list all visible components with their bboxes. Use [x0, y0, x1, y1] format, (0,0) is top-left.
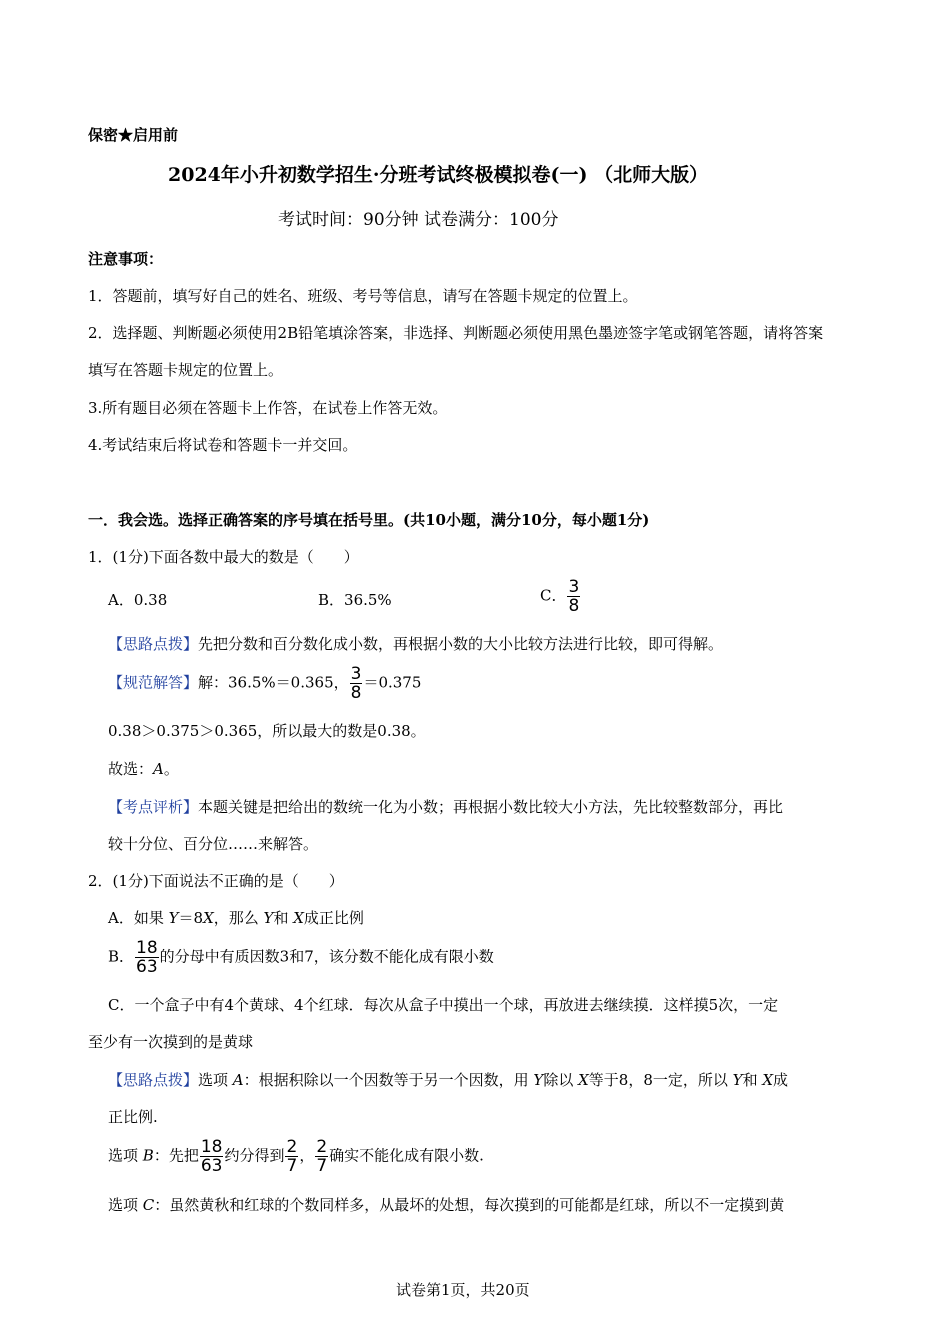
fraction: $\frac{3}{8}$ — [568, 577, 580, 616]
fraction: $\frac{3}{8}$ — [350, 664, 362, 703]
review-line: 【考点评析】本题关键是把给出的数统一化为小数；再根据小数比较大小方法，先比较整数部分，再比 — [108, 798, 784, 816]
secret-label: 保密★启用前 — [88, 126, 179, 144]
notice-item: 2．选择题、判断题必须使用2B铅笔填涂答案，非选择、判断题必须使用黑色墨迹签字笔或钢笔答题，请将答案 — [88, 324, 824, 342]
notice-item: 填写在答题卡规定的位置上。 — [88, 361, 284, 379]
fraction: $\frac{18}{63}$ — [200, 1137, 223, 1176]
option-c: C．一个盒子中有4个黄球、4个红球．每次从盒子中摸出一个球，再放进去继续摸．这样摸5次，一定 — [108, 996, 779, 1014]
fraction: $\frac{2}{7}$ — [286, 1137, 298, 1176]
page-footer: 试卷第1页，共20页 — [396, 1281, 530, 1299]
choice-line: 故选：A。 — [108, 760, 179, 778]
option-a: A．0.38 — [108, 591, 168, 609]
answer-line: 【规范解答】解：36.5%＝0.365， $\frac{3}{8}$ ＝0.375 — [108, 664, 422, 703]
answer-tag: 【规范解答】 — [108, 673, 199, 692]
option-b: B． $\frac{18}{63}$ 的分母中有质因数3和7，该分数不能化成有限小数 — [108, 938, 494, 977]
review-tag: 【考点评析】 — [108, 798, 199, 816]
thinking-tag: 【思路点拨】 — [108, 1071, 199, 1089]
compare-text: 0.38＞0.375＞0.365，所以最大的数是0.38。 — [108, 722, 426, 740]
thinking-text: 先把分数和百分数化成小数，再根据小数的大小比较方法进行比较，即可得解。 — [198, 635, 724, 653]
fraction: $\frac{18}{63}$ — [136, 938, 158, 977]
option-a: A．如果 Y＝8X，那么 Y和 X成正比例 — [108, 909, 364, 927]
thinking-line: 选项 C：虽然黄秋和红球的个数同样多，从最坏的处想，每次摸到的可能都是红球，所以不一定摸到黄 — [108, 1196, 785, 1214]
review-line: 较十分位、百分位……来解答。 — [108, 835, 319, 853]
section-heading: 一．我会选。选择正确答案的序号填在括号里。(共10小题，满分10分，每小题1分) — [88, 511, 650, 529]
thinking-line: 正比例. — [108, 1108, 158, 1126]
notice-item: 4.考试结束后将试卷和答题卡一并交回。 — [88, 436, 358, 454]
thinking-line: 【思路点拨】选项 A：根据积除以一个因数等于另一个因数，用 Y除以 X等于8，8一定，所以 Y和 X成 — [108, 1071, 789, 1089]
fraction: $\frac{2}{7}$ — [316, 1137, 328, 1176]
notice-item: 3.所有题目必须在答题卡上作答，在试卷上作答无效。 — [88, 399, 448, 417]
option-c-cont: 至少有一次摸到的是黄球 — [88, 1033, 254, 1051]
option-c — [540, 578, 581, 615]
thinking-line — [108, 633, 723, 655]
thinking-tag: 【思路点拨】 — [108, 635, 199, 653]
notice-heading: 注意事项： — [88, 250, 164, 268]
option-b: B．36.5% — [318, 591, 392, 609]
notice-item: 1．答题前，填写好自己的姓名、班级、考号等信息，请写在答题卡规定的位置上。 — [88, 287, 638, 305]
thinking-line: 选项 B：先把 $\frac{18}{63}$ 约分得到 $\frac{2}{7}$ ， $\frac{2}{7}$ 确实不能化成有限小数. — [108, 1137, 484, 1176]
question-stem: 2．(1分)下面说法不正确的是（ ） — [88, 872, 344, 890]
question-stem: 1．(1分)下面各数中最大的数是（ ） — [88, 548, 359, 566]
page-title: 2024年小升初数学招生·分班考试终极模拟卷(一) （北师大版） — [168, 164, 709, 186]
exam-info: 考试时间：90分钟 试卷满分：100分 — [278, 210, 559, 230]
option-c-label: C． — [540, 586, 567, 605]
